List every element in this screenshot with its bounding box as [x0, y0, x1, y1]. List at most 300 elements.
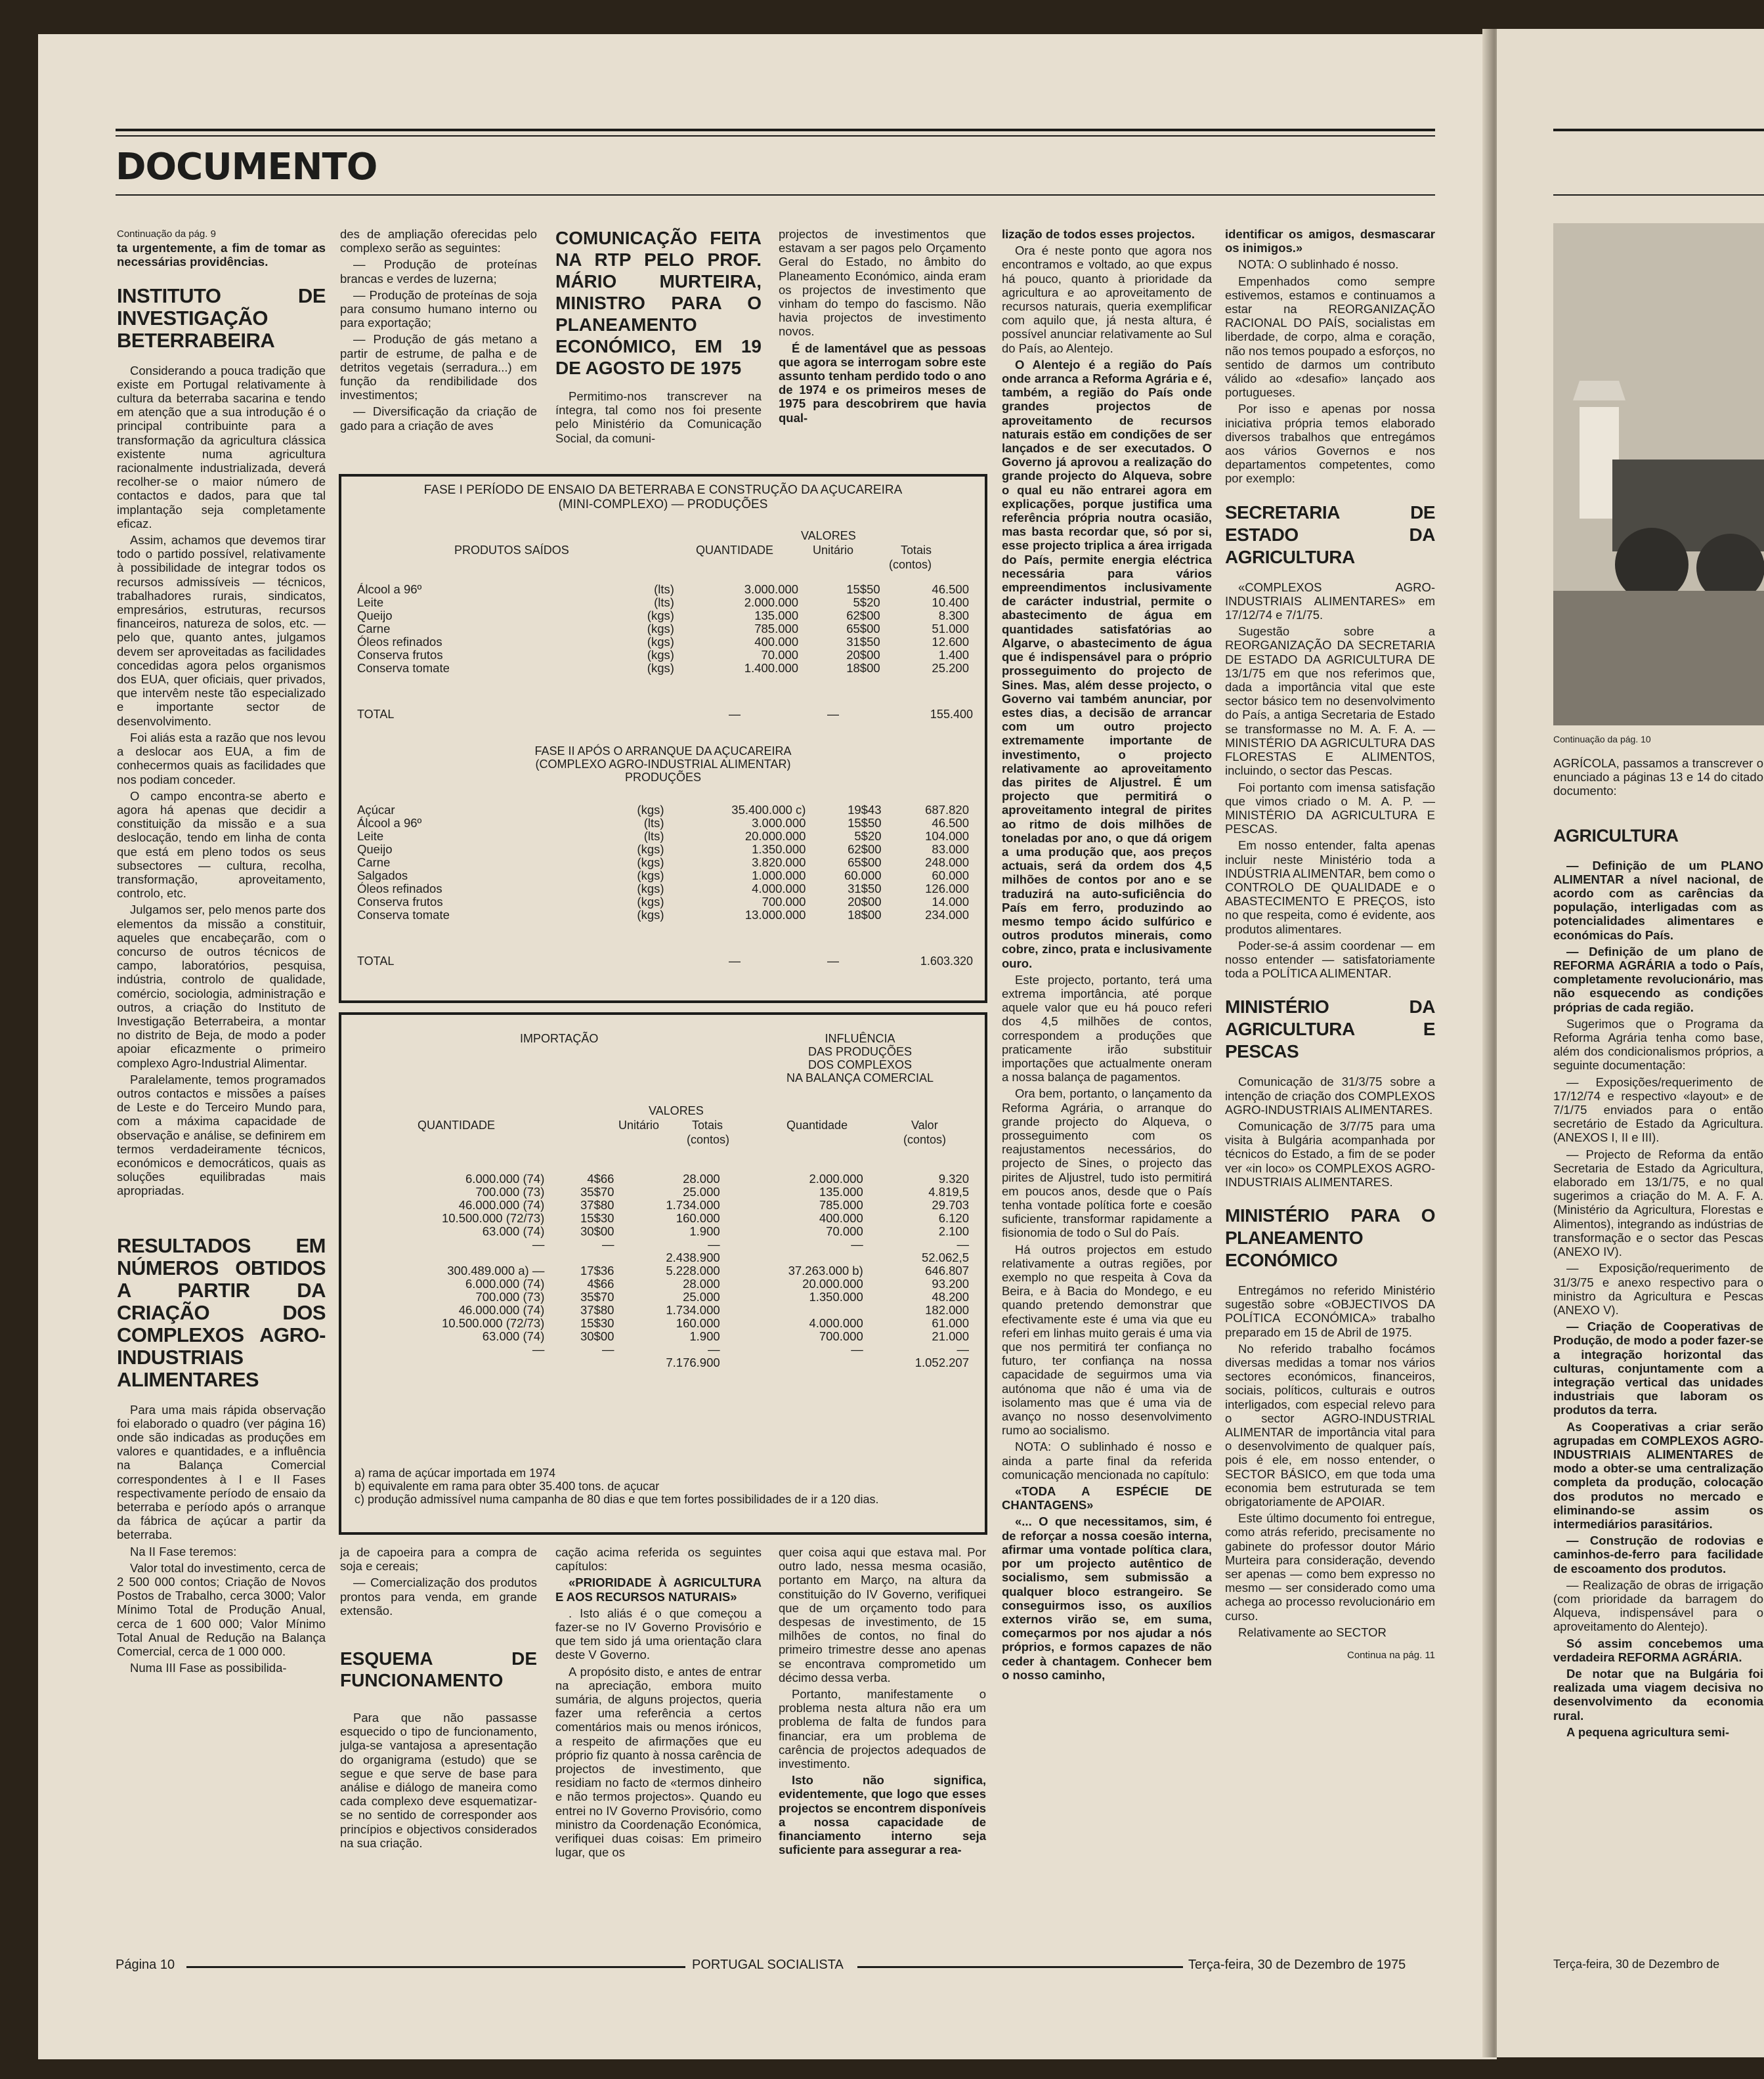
paragraph: — Definição de um plano de REFORMA AGRÁRIA a todo o País, completamente revolucionário, mas não esquecendo as condições próprias de cada região. [1553, 944, 1763, 1014]
paragraph: Para uma mais rápida observação foi elaborado o quadro (ver página 16) onde são indicadas as produções em valores e quantidades, e a influência na Balança Comercial correspondentes à I e II Fases respectivamente período de ensaio da beterraba e período após o arranque da fábrica de açúcar a partir da beterraba. [117, 1402, 326, 1542]
table-cell: 25.000 [683, 1185, 720, 1199]
table2-import-label: IMPORTAÇÃO [520, 1032, 599, 1045]
table-cell: (kgs) [647, 635, 674, 649]
table-cell: — [957, 1342, 969, 1356]
table-cell: 19$43 [848, 803, 882, 817]
paragraph: Permitimo-nos transcrever na íntegra, tal como nos foi presente pelo Ministério da Comunicação Social, da comuni- [555, 389, 762, 445]
table-cell: 400.000 [819, 1211, 863, 1225]
table1-total2-dash: — [729, 954, 741, 968]
table-cell: 126.000 [925, 882, 969, 895]
table-cell: (kgs) [637, 908, 664, 922]
table-cell: 60.000 [932, 868, 969, 882]
table-row [355, 1199, 972, 1212]
table-cell: 31$50 [848, 882, 882, 895]
paragraph: lização de todos esses projectos. [1002, 227, 1195, 241]
paragraph: . Isto aliás é o que começou a fazer-se no IV Governo Provisório e que tem sido já uma orientação clara deste V Governo. [555, 1606, 762, 1662]
paragraph: Foi aliás esta a razão que nos levou a deslocar aos EUA, a fim de conhecermos quais as facilidades que nos podiam conceder. [117, 730, 326, 786]
table-cell: (kgs) [647, 622, 674, 635]
table-cell: Carne [357, 622, 391, 635]
paragraph: Relativamente ao SECTOR [1238, 1625, 1387, 1639]
table-cell: 20.000.000 [802, 1277, 863, 1291]
paragraph: ja de capoeira para a compra de soja e cereais; [340, 1545, 537, 1574]
paragraph: Ora bem, portanto, o lançamento da Reforma Agrária, o arranque do grande projecto do Alqueva, o prosseguimento com os reajustamentos necessários, do projecto de Sines, o projecto das pirites de Aljustrel, tudo isto permitirá em poucos anos, desde que o País tenha vontade política forte e coesão suficiente, transformar rapidamente a fisionomia de todo o Sul do País. [1002, 1086, 1212, 1240]
table-cell: Álcool a 96º [357, 816, 422, 830]
table-row [355, 882, 972, 895]
table-cell: Óleos refinados [357, 635, 442, 649]
table-row [355, 1264, 972, 1277]
table-cell: 1.350.000 [809, 1290, 863, 1304]
table-cell: — [851, 1342, 863, 1356]
paragraph: — Produção de gás metano a partir de estrume, de palha e de detritos vegetais (serradura...) em função da rendibilidade dos investimentos; [340, 332, 537, 402]
table-cell: 785.000 [819, 1198, 863, 1212]
table1-values-label: VALORES [801, 529, 856, 542]
table1-total-value: 155.400 [930, 708, 973, 721]
paragraph: «... O que necessitamos, sim, é de reforçar a nossa coesão interna, afirmar uma vontade política clara, por um projecto autêntico de socialismo, sem submissão a qualquer bloco estrangeiro. Se conseguirmos isso, os auxílios externos virão se, em suma, começarmos por nos ajudar a nós próprios, e formos capazes de não ceder à chantagem. Conhecer bem o nosso caminho, [1002, 1514, 1212, 1682]
table-cell: 6.120 [938, 1211, 969, 1225]
paragraph: — Produção de proteínas de soja para consumo humano interno ou para exportação; [340, 288, 537, 330]
section-title: DOCUMENTO [116, 146, 377, 188]
table-cell: Óleos refinados [357, 882, 442, 895]
table1-unit-label: Unitário [813, 544, 854, 557]
table-cell: Açúcar [357, 803, 395, 817]
lead-paragraph: ta urgentemente, a fim de tomar as necessárias providências. [117, 241, 326, 269]
table1-total2-label: TOTAL [357, 954, 395, 968]
table1-qty-label: QUANTIDADE [696, 544, 774, 557]
continues-note: Continua na pág. 11 [1347, 1650, 1435, 1661]
table-cell: (kgs) [637, 882, 664, 895]
table-row [355, 1317, 972, 1330]
table2-valor-contos-label: (contos) [903, 1133, 947, 1146]
paragraph: Paralelamente, temos programados outros contactos e missões a países de Leste e do Terceiro Mundo para, com a máxima capacidade de observação e análise, se definirem em termos verdadeiramente técnicos, económicos e democráticos, quais as soluções equilibradas mais apropriadas. [117, 1072, 326, 1198]
table-cell: 13.000.000 [744, 908, 806, 922]
table1-title: FASE I PERÍODO DE ENSAIO DA BETERRABA E CONSTRUÇÃO DA AÇUCAREIRA [423, 483, 903, 497]
table-cell: 83.000 [932, 842, 969, 856]
table-row [355, 830, 972, 843]
table-cell: 2.100 [938, 1224, 969, 1238]
table-cell: — [601, 1342, 614, 1356]
table-row [355, 1356, 972, 1369]
paragraph: AGRÍCOLA, passamos a transcrever o enunciado a páginas 13 e 14 do citado documento: [1553, 756, 1763, 798]
table-cell: Leite [357, 829, 384, 843]
paragraph: «COMPLEXOS AGRO-INDUSTRIAIS ALIMENTARES» em 17/12/74 e 7/1/75. [1225, 580, 1435, 622]
table-cell: (kgs) [637, 895, 664, 909]
table1-total-label: Totais [901, 544, 932, 557]
paragraph: NOTA: O sublinhado é nosso e ainda a parte final da referida comunicação mencionada no capítulo: [1002, 1440, 1212, 1482]
paragraph: A pequena agricultura semi- [1566, 1725, 1730, 1739]
table-cell: 10.500.000 (72/73) [442, 1316, 545, 1330]
table-cell: (kgs) [647, 661, 674, 675]
table-cell: 646.807 [925, 1264, 969, 1277]
paragraph: Na II Fase teremos: [130, 1544, 237, 1558]
tractor-photo-image [1553, 223, 1764, 725]
column-4-bottom [779, 1545, 986, 1859]
paragraph: A propósito disto, e antes de entrar na apreciação, embora muito sumária, de alguns projectos, queria fazer uma referência a certos comentários mais ou menos irónicos, a respeito de afirmações que eu próprio fiz quanto à nossa carência de projectos de investimento, que residiam no facto de «termos dinheiro e não termos projectos». Quando eu entrei no IV Governo Provisório, como ministro da Coordenação Económica, verifiquei duas coisas: Em primeiro lugar, que os [555, 1664, 762, 1860]
table-cell: 3.820.000 [752, 855, 806, 869]
table-cell: 46.500 [932, 582, 969, 596]
table-cell: Carne [357, 855, 391, 869]
table-row [355, 622, 972, 635]
table-cell: 6.000.000 (74) [465, 1172, 545, 1186]
table-cell: 4.819,5 [928, 1185, 969, 1199]
heading-resultados: RESULTADOS EM NÚMEROS OBTIDOS A PARTIR DA CRIAÇÃO DOS COMPLEXOS AGRO-INDUSTRIAIS ALIMENTARES [117, 1233, 326, 1391]
table-cell: (lts) [643, 829, 664, 843]
table-cell: 20.000.000 [744, 829, 806, 843]
table-cell: 182.000 [925, 1303, 969, 1317]
table-cell: 20$00 [848, 895, 882, 909]
table-cell: Queijo [357, 842, 393, 856]
paragraph: Poder-se-á assim coordenar — em nosso entender — satisfatoriamente toda a POLÍTICA ALIMENTAR. [1225, 938, 1435, 981]
paragraph: «TODA A ESPÉCIE DE CHANTAGENS» [1002, 1484, 1212, 1512]
table1-subtitle2: (COMPLEXO AGRO-INDUSTRIAL ALIMENTAR) [535, 758, 791, 771]
table-cell: 1.400.000 [744, 661, 799, 675]
paragraph: Entregámos no referido Ministério sugestão sobre «OBJECTIVOS DA POLÍTICA ECONÓMICA» trabalho preparado em 15 de Abril de 1975. [1225, 1283, 1435, 1339]
column-6 [1225, 227, 1435, 1662]
paragraph: Foi portanto com imensa satisfação que vimos criado o M. A. P. — MINISTÉRIO DA AGRICULTURA E PESCAS. [1225, 780, 1435, 836]
table2-values-label: VALORES [649, 1104, 704, 1117]
table-cell: 5$20 [854, 829, 882, 843]
table-cell: 30$00 [580, 1224, 614, 1238]
paragraph: Empenhados como sempre estivemos, estamos e continuamos a estar na REORGANIZAÇÃO RACIONAL DO PAÍS, socialistas em liberdade, de corpo, alma e coração, não nos temos poupado a esforços, no sentido de darmos um contributo válido ao «desafio» lançado aos portugueses. [1225, 274, 1435, 400]
table-cell: (kgs) [637, 855, 664, 869]
paragraph: — Diversificação da criação de gado para a criação de aves [340, 404, 537, 433]
table-cell: 1.000.000 [752, 868, 806, 882]
table-cell: 234.000 [925, 908, 969, 922]
table1-title2: FASE II APÓS O ARRANQUE DA AÇUCAREIRA [534, 744, 792, 758]
column-2-top [340, 227, 537, 435]
table-cell: 4.000.000 [809, 1316, 863, 1330]
table2-quantidade-label: Quantidade [786, 1119, 848, 1132]
heading-ministerio-planeamento: MINISTÉRIO PARA O PLANEAMENTO ECONÓMICO [1225, 1205, 1435, 1270]
table-row [355, 804, 972, 817]
page2-masthead-rule [1553, 194, 1764, 196]
table-cell: 46.000.000 (74) [458, 1303, 545, 1317]
table-row [355, 909, 972, 922]
paragraph: Julgamos ser, pelo menos parte dos elementos da missão a constituir, aqueles que encabeçarão, com o concurso de outros técnicos de campo, laboratórios, pesquisa, indústria, controlo de qualidade, comércio, sociologia, administração e outros, a criação do Instituto de Investigação Beterrabeira, a montar no distrito de Beja, de modo a poder apoiar eficazmente o primeiro complexo Agro-Industrial Alimentar. [117, 903, 326, 1070]
paragraph: Comunicação de 3/7/75 para uma visita à Bulgária acompanhada por técnicos do Estado, a fim de se poder ver «in loco» os COMPLEXOS AGRO-INDUSTRIAIS ALIMENTARES. [1225, 1119, 1435, 1189]
table-row [355, 1343, 972, 1356]
table-cell: (lts) [643, 816, 664, 830]
paragraph: Ora é neste ponto que agora nos encontramos e voltado, ao que expus há pouco, quanto à prioridade da agricultura e ao aproveitamento de recursos naturais, queria exemplificar com aquilo que, já nesta altura, é possível anunciar relativamente ao Sul do País, ao Alentejo. [1002, 244, 1212, 355]
paragraph: Sugestão sobre a REORGANIZAÇÃO DA SECRETARIA DE ESTADO DA AGRICULTURA DE 13/1/75 em que nos referimos que, dada a importância vital que este sector básico tem no desenvolvimento do País, a antiga Secretaria de Estado se transformasse no M. A. F. A. — MINISTÉRIO DA AGRICULTURA DAS FLORESTAS E ALIMENTOS, incluindo, o sector das Pescas. [1225, 624, 1435, 778]
paragraph: Este último documento foi entregue, como atrás referido, precisamente no gabinete do professor doutor Mário Murteira para consideração, devendo ser apenas — como bem expresso no mesmo — ser considerado como uma achega ao processo revolucionário em curso. [1225, 1511, 1435, 1623]
table-cell: 10.500.000 (72/73) [442, 1211, 545, 1225]
paragraph: As Cooperativas a criar serão agrupadas em COMPLEXOS AGRO-INDUSTRIAIS ALIMENTARES de modo a obter-se uma centralização completa da produção, colocação dos produtos no mercado e eliminando-se assim os intermediários parasitários. [1553, 1419, 1763, 1531]
table-row [355, 1291, 972, 1304]
table-cell: — [957, 1237, 969, 1251]
table2-inf1: INFLUÊNCIA [825, 1032, 895, 1045]
table-cell: 2.000.000 [809, 1172, 863, 1186]
table-cell: 687.820 [925, 803, 969, 817]
table-cell: 1.400 [938, 648, 969, 662]
table-row [355, 1238, 972, 1251]
paragraph: quer coisa aqui que estava mal. Por outro lado, nessa mesma ocasião, portanto em Março, na altura da constituição do IV Governo, verifiquei que de um orçamento todo para despesas de investimento, de 15 milhões de contos, no final do primeiro trimestre desse ano apenas se encontrava comprometido um décimo dessa verba. [779, 1545, 986, 1684]
table-cell: — [851, 1237, 863, 1251]
table-cell: 400.000 [754, 635, 799, 649]
table-cell: 700.000 (73) [475, 1185, 545, 1199]
table-cell: 1.900 [689, 1329, 720, 1343]
table-row [355, 649, 972, 662]
table-row [355, 895, 972, 909]
column-5 [1002, 227, 1212, 1684]
table-cell: 70.000 [761, 648, 799, 662]
table-cell [355, 1356, 547, 1369]
table-cell: 65$00 [848, 855, 882, 869]
top-rule-thin [116, 135, 1435, 137]
table-cell: 248.000 [925, 855, 969, 869]
table-cell: 30$00 [580, 1329, 614, 1343]
table2-note-b: b) equivalente em rama para obter 35.400 tons. de açucar [355, 1480, 660, 1493]
table-cell: 700.000 [819, 1329, 863, 1343]
table-cell: 63.000 (74) [482, 1329, 545, 1343]
table-cell: 93.200 [932, 1277, 969, 1291]
table-cell: Salgados [357, 868, 408, 882]
paragraph: projectos de investimentos que estavam a ser pagos pelo Orçamento Geral do Estado, no âmbito do Planeamento Económico, ainda eram os projectos de investimento que vinham do tempo do fascismo. Não havia projectos de investimento novos. [779, 227, 986, 339]
table-row [355, 662, 972, 675]
table-cell: 29.703 [932, 1198, 969, 1212]
table-cell [723, 1304, 866, 1317]
table-cell: 35.400.000 c) [731, 803, 806, 817]
table-cell: 46.500 [932, 816, 969, 830]
footer-rule-right [857, 1966, 1183, 1968]
table-cell: 25.200 [932, 661, 969, 675]
table-row [355, 843, 972, 856]
table-cell: 10.400 [932, 595, 969, 609]
table-fase-box [339, 474, 987, 1003]
table-cell: — [708, 1237, 720, 1251]
table-cell: 4.000.000 [752, 882, 806, 895]
table-cell: 5.228.000 [666, 1264, 720, 1277]
table-row [355, 1172, 972, 1186]
table-cell: 20$00 [846, 648, 880, 662]
table1-total2-dash: — [827, 954, 839, 968]
table-cell: 7.176.900 [666, 1356, 720, 1369]
table-cell: 785.000 [754, 622, 799, 635]
column-1 [117, 227, 326, 1677]
table-cell: 700.000 (73) [475, 1290, 545, 1304]
paragraph: — Projecto de Reforma da então Secretaria de Estado da Agricultura, elaborado em 13/1/75, e no qual sugerimos a criação do M. A. F. A. (Ministério da Agricultura, Florestas e Alimentos), integrando as indústrias de transformação e o sector das Pescas (ANEXO IV). [1553, 1147, 1763, 1259]
table-row [355, 1212, 972, 1225]
table-cell: (kgs) [647, 609, 674, 622]
table-row [355, 583, 972, 596]
table-cell: 4$66 [587, 1277, 614, 1291]
table-importacao-box [339, 1012, 987, 1535]
table-cell: 9.320 [938, 1172, 969, 1186]
table2-note-a: a) rama de açúcar importada em 1974 [355, 1467, 556, 1480]
paragraph: No referido trabalho focámos diversas medidas a tomar nos vários sectores económicos, financeiros, sociais, políticos, culturais e outros interligados, com especial relevo para o sector AGRO-INDUSTRIAL ALIMENTAR de importância vital para o desenvolvimento de qualquer país, pois é ele, em nosso entender, o SECTOR BÁSICO, em que toda uma economia bem estruturada se tem obrigatoriamente de APOIAR. [1225, 1341, 1435, 1509]
table-cell: 62$00 [848, 842, 882, 856]
table-cell: 135.000 [754, 609, 799, 622]
table-cell: 15$50 [846, 582, 880, 596]
table-cell: 52.062,5 [921, 1251, 969, 1264]
table-cell: 31$50 [846, 635, 880, 649]
table-cell: (kgs) [637, 842, 664, 856]
table-cell: 104.000 [925, 829, 969, 843]
table-cell: — [708, 1342, 720, 1356]
table1-total-dash: — [729, 708, 741, 721]
table-cell: 15$50 [848, 816, 882, 830]
paragraph: des de ampliação oferecidas pelo complexo serão as seguintes: [340, 227, 537, 255]
table2-note-c: c) produção admissível numa campanha de 80 dias e que tem fortes possibilidades de ir a 120 dias. [355, 1493, 879, 1506]
paragraph: NOTA: O sublinhado é nosso. [1238, 257, 1399, 272]
table-cell: 3.000.000 [744, 582, 799, 596]
table-cell: — [601, 1237, 614, 1251]
heading-ministerio-agricultura: MINISTÉRIO DA AGRICULTURA E PESCAS [1225, 997, 1435, 1062]
table-cell: 1.734.000 [666, 1303, 720, 1317]
column-2-bottom [340, 1545, 537, 1853]
heading-esquema: ESQUEMA DE FUNCIONAMENTO [340, 1648, 537, 1691]
table2-totais-label: Totais [692, 1119, 723, 1132]
table-cell [355, 1251, 547, 1264]
table1-total2-value: 1.603.320 [920, 954, 973, 968]
table-cell: 51.000 [932, 622, 969, 635]
paragraph: — Definição de um PLANO ALIMENTAR a nível nacional, de acordo com as carências da população, interligadas com as potencialidades alimentares e económicas do País. [1553, 858, 1763, 942]
paragraph: Em nosso entender, falta apenas incluir neste Ministério toda a INDÚSTRIA ALIMENTAR, bem como o CONTROLO DE QUALIDADE e o ABASTECIMENTO E PREÇOS, isto no que respeita, como é evidente, aos produtos alimentares. [1225, 838, 1435, 936]
page-number: Página 10 [116, 1958, 175, 1972]
table2-inf4: NA BALANÇA COMERCIAL [786, 1071, 934, 1084]
table-cell: 300.489.000 a) — [447, 1264, 545, 1277]
table-cell: 65$00 [846, 622, 880, 635]
table-cell: 70.000 [826, 1224, 863, 1238]
table-row [355, 856, 972, 869]
table-cell: 1.350.000 [752, 842, 806, 856]
paragraph: De notar que na Bulgária foi realizada uma viagem decisiva no desenvolvimento da economia rural. [1553, 1666, 1763, 1723]
column-4-top [779, 227, 986, 427]
table2-unit-label: Unitário [618, 1119, 660, 1132]
paragraph: Numa III Fase as possibilida- [130, 1661, 287, 1675]
table-cell: Conserva frutos [357, 648, 443, 662]
table1-total-label: TOTAL [357, 708, 395, 721]
table-cell: Álcool a 96º [357, 582, 422, 596]
table2 [355, 1172, 972, 1369]
table-row [355, 1225, 972, 1238]
paragraph: É de lamentável que as pessoas que agora se interrogam sobre este assunto tenham perdido todo o ano de 1974 e os primeiros meses de 1975 para descobrirem que havia qual- [779, 341, 986, 425]
table-cell: 5$20 [853, 595, 880, 609]
heading-instituto: INSTITUTO DE INVESTIGAÇÃO BETERRABEIRA [117, 284, 326, 352]
table-cell: 25.000 [683, 1290, 720, 1304]
paragraph: Este projecto, portanto, terá uma extrema importância, até porque aquele valor que eu há pouco referi dos 4,5 milhões de contos, correspondem a produções que praticamente irão substituir importações que actualmente oneram a nossa balança de pagamentos. [1002, 972, 1212, 1084]
heading-agricultura: AGRICULTURA [1553, 825, 1679, 846]
table-cell [547, 1251, 616, 1264]
paragraph: «PRIORIDADE À AGRICULTURA E AOS RECURSOS NATURAIS» [555, 1575, 762, 1604]
paragraph: Só assim concebemos uma verdadeira REFORMA AGRÁRIA. [1553, 1636, 1763, 1664]
table-cell: 37$80 [580, 1198, 614, 1212]
paragraph: Por isso e apenas por nossa iniciativa própria temos elaborado diversos trabalhos que entregámos aos vários Governos e nos departamentos competentes, como por exemplo: [1225, 402, 1435, 486]
table-cell: — [532, 1237, 545, 1251]
page2-column [1553, 756, 1763, 1742]
page2-continuation: Continuação da pág. 10 [1553, 734, 1651, 744]
table2-inf2: DAS PRODUÇÕES [807, 1045, 913, 1058]
table-cell: 46.000.000 (74) [458, 1198, 545, 1212]
table-cell: 160.000 [676, 1316, 720, 1330]
paragraph: — Exposição/requerimento de 31/3/75 e anexo respectivo para o ministro da Agricultura e Pescas (ANEXO V). [1553, 1261, 1763, 1317]
table-cell: 135.000 [819, 1185, 863, 1199]
table-row [355, 596, 972, 609]
table1-contos-label: (contos) [889, 558, 932, 571]
table-cell: 35$70 [580, 1290, 614, 1304]
table-cell: 15$30 [580, 1316, 614, 1330]
table-cell: (kgs) [637, 868, 664, 882]
paragraph: — Comercialização dos produtos prontos para venda, em grande extensão. [340, 1575, 537, 1618]
table-cell: (lts) [654, 582, 674, 596]
paragraph: Valor total do investimento, cerca de 2 500 000 contos; Criação de Novos Postos de Trabalho, cerca 3000; Valor Mínimo Total de Produção Anual, cerca de 1 600 000; Valor Mínimo Total Anual de Redução na Balança Comercial, cerca de 1 000 000. [117, 1560, 326, 1659]
table1 [355, 583, 972, 675]
top-rule [116, 129, 1435, 131]
table-cell: (kgs) [647, 648, 674, 662]
table-cell: 18$00 [846, 661, 880, 675]
table-cell: 160.000 [676, 1211, 720, 1225]
paragraph: identificar os amigos, desmascarar os inimigos.» [1225, 227, 1435, 255]
table2-qty-label: QUANTIDADE [418, 1119, 496, 1132]
footer-rule-left [186, 1966, 685, 1968]
table-cell: 14.000 [932, 895, 969, 909]
table-cell: 28.000 [683, 1172, 720, 1186]
table-row [355, 609, 972, 622]
column-3-bottom [555, 1545, 762, 1862]
table1-total-dash: — [827, 708, 839, 721]
continuation-note: Continuação da pág. 9 [117, 228, 216, 240]
table-cell: Queijo [357, 609, 393, 622]
table-cell: 37$80 [580, 1303, 614, 1317]
table-cell: 18$00 [848, 908, 882, 922]
paragraph: — Produção de proteínas brancas e verdes de luzerna; [340, 257, 537, 286]
tractor-photo [1553, 223, 1764, 725]
table-cell: 2.000.000 [744, 595, 799, 609]
table-row [355, 635, 972, 649]
table-row [355, 817, 972, 830]
table-row [355, 1277, 972, 1291]
table-cell: 700.000 [762, 895, 806, 909]
table-cell: 48.200 [932, 1290, 969, 1304]
table-row [355, 1186, 972, 1199]
table2-valor-label: Valor [911, 1119, 938, 1132]
paragraph: Isto não significa, evidentemente, que logo que esses projectos se encontrem disponíveis a nossa capacidade de financiamento interno seja suficiente para assegurar a rea- [779, 1773, 986, 1857]
table-row [355, 869, 972, 882]
table-cell: (lts) [654, 595, 674, 609]
table-cell [547, 1356, 616, 1369]
table-cell: 1.734.000 [666, 1198, 720, 1212]
table-cell: (kgs) [637, 803, 664, 817]
paragraph: Assim, achamos que devemos tirar todo o partido possível, relativamente à possibilidade de integrar todos os recursos admissíveis — técnicos, trabalhadores rurais, sindicatos, empresários, estruturas, recursos financeiros, natureza de solos, etc. — pelo que, quanto antes, julgamos devem ser aproveitadas as facilidades concedidas agora pelos organismos dos EUA, quer oficiais, quer privados, que intervêm neste tão especializado e importante sector de desenvolvimento. [117, 533, 326, 728]
table-cell: 6.000.000 (74) [465, 1277, 545, 1291]
table-cell: 60.000 [844, 868, 882, 882]
paragraph: O Alentejo é a região do País onde arranca a Reforma Agrária e é, também, a região do País onde grandes projectos de aproveitamento de recursos naturais estão em condições de ser lançados e de ser executados. O Governo já aprovou a realização do grande projecto do Alqueva, sobre o qual eu não entrarei agora em explicações, porque justifica uma referência própria noutra ocasião, mas basta recordar que, só por si, esse projecto triplica a área irrigada do País, permite energia eléctrica necessária para vários empreendimentos inclusivamente de carácter industrial, permite o abastecimento de água em quantidades satisfatórias ao Algarve, o abastecimento de água que é indispensável para o próprio prosseguimento do projecto de Sines. Mas, além desse projecto, o Governo vai também anunciar, por estes dias, a decisão de arrancar com um outro projecto extremamente importante de investimento, o projecto relativamente ao aproveitamento das pirites de Aljustrel. É um projecto que permitirá o aproveitamento integral de pirites ao ritmo de dois milhões de toneladas por ano, o que dá origem a uma produção que, aos preços actuais, será da ordem dos 4,5 milhões de contos por ano e se traduzirá na auto-suficiência do País em ferro, produzindo ao mesmo tempo ácido sulfúrico e outros produtos minerais, como cobre, zinco, prata e inclusivamente ouro. [1002, 357, 1212, 970]
table2-contos-label: (contos) [687, 1133, 730, 1146]
table-cell: 35$70 [580, 1185, 614, 1199]
table-cell: Leite [357, 595, 384, 609]
paragraph: — Exposições/requerimento de 17/12/74 e respectivo «layout» e de 7/1/75 enviados para o então secretário de Estado da Agricultura. (ANEXOS I, II e III). [1553, 1075, 1763, 1145]
newspaper-name: PORTUGAL SOCIALISTA [692, 1958, 844, 1972]
table-cell: 21.000 [932, 1329, 969, 1343]
table-cell: 8.300 [938, 609, 969, 622]
heading-secretaria: SECRETARIA DE ESTADO DA AGRICULTURA [1225, 502, 1435, 567]
table-cell: 3.000.000 [752, 816, 806, 830]
table-cell: 12.600 [932, 635, 969, 649]
table1-subtitle: (MINI-COMPLEXO) — PRODUÇÕES [558, 498, 768, 511]
page2-footer-date: Terça-feira, 30 de Dezembro de [1553, 1958, 1720, 1971]
table-cell: 17$36 [580, 1264, 614, 1277]
paragraph: — Realização de obras de irrigação (com prioridade da barragem do Alqueva, indispensável para o aproveitamento do Alentejo). [1553, 1577, 1763, 1634]
table-cell: — [532, 1342, 545, 1356]
table-cell: 62$00 [846, 609, 880, 622]
table-cell: 15$30 [580, 1211, 614, 1225]
heading-comunicacao: COMUNICAÇÃO FEITA NA RTP PELO PROF. MÁRIO MURTEIRA, MINISTRO PARA O PLANEAMENTO ECONÓMICO, EM 19 DE AGOSTO DE 1975 [555, 228, 762, 378]
table1-phase2 [355, 804, 972, 922]
footer-date: Terça-feira, 30 de Dezembro de 1975 [1188, 1958, 1406, 1972]
table-cell: 37.263.000 b) [788, 1264, 863, 1277]
table-cell: 2.438.900 [666, 1251, 720, 1264]
table-cell: 28.000 [683, 1277, 720, 1291]
paragraph: cação acima referida os seguintes capítulos: [555, 1545, 762, 1574]
